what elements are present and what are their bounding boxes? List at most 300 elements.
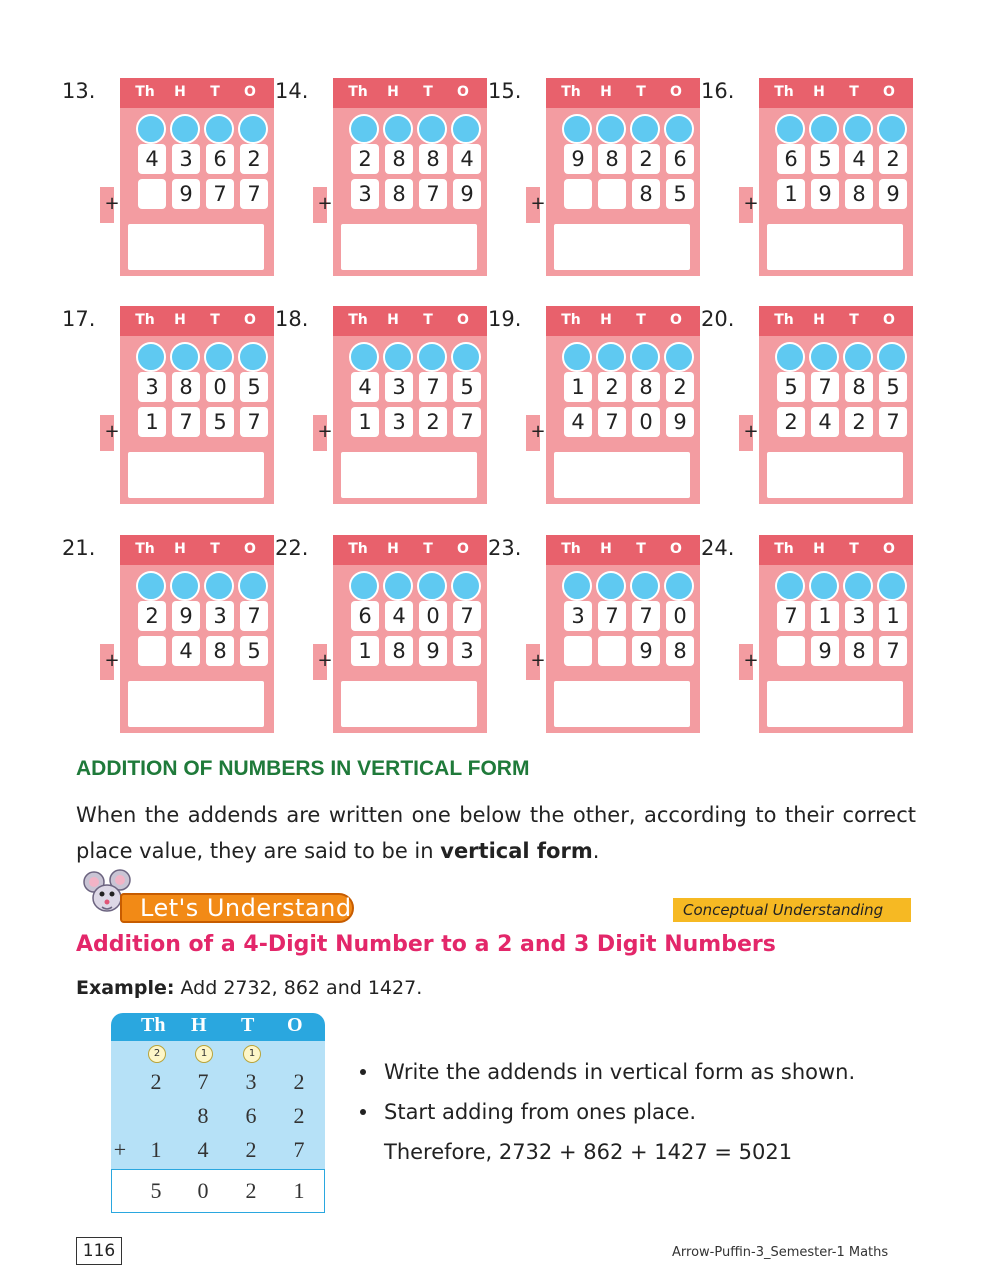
place-header-label: O <box>883 312 895 328</box>
addend2-digit: 7 <box>453 407 481 437</box>
addend2-digit: 5 <box>206 407 234 437</box>
carry-circle[interactable] <box>843 571 873 601</box>
place-header-label: O <box>457 84 469 100</box>
row1-digit: 2 <box>150 1069 162 1094</box>
problem-21 <box>62 535 274 735</box>
addition-card <box>743 78 913 276</box>
example-line <box>76 977 422 999</box>
place-header-label: O <box>244 312 256 328</box>
step-item: Start adding from ones place. <box>358 1092 855 1132</box>
addend2-digit: 9 <box>172 179 200 209</box>
place-header-label: T <box>636 541 646 557</box>
plus-sign: + <box>113 1137 127 1162</box>
addend2-digit: 8 <box>666 636 694 666</box>
carry-circle[interactable] <box>877 342 907 372</box>
definition-bold-term: vertical form <box>440 839 593 863</box>
addend1-digit: 8 <box>419 144 447 174</box>
problem-16 <box>701 78 913 278</box>
carry-circle[interactable] <box>204 342 234 372</box>
problem-13 <box>62 78 274 278</box>
place-header-label: Th <box>561 84 581 100</box>
carry-circle[interactable] <box>664 342 694 372</box>
place-header <box>120 306 274 336</box>
carry-circle[interactable] <box>136 342 166 372</box>
step-item: Write the addends in vertical form as shown. <box>358 1052 855 1092</box>
carry-circle[interactable] <box>451 342 481 372</box>
addend1-digit: 8 <box>632 372 660 402</box>
problem-number: 21. <box>62 536 96 560</box>
place-header-label: Th <box>135 84 155 100</box>
row3-digit: 1 <box>150 1137 162 1162</box>
carry-circle[interactable] <box>562 342 592 372</box>
addend1-digit: 1 <box>564 372 592 402</box>
row2-digit: 2 <box>293 1103 305 1128</box>
row1-digit: 2 <box>293 1069 305 1094</box>
carry-circle[interactable] <box>136 114 166 144</box>
carry-circle[interactable] <box>809 114 839 144</box>
addend1-digit: 7 <box>777 601 805 631</box>
addend2-digit: 3 <box>351 179 379 209</box>
definition-text: When the addends are written one below the other, according to their correct place value, they are said to be in <box>76 803 916 863</box>
place-header-label: H <box>813 541 825 557</box>
place-header-label: T <box>423 84 433 100</box>
carry-circle[interactable] <box>877 571 907 601</box>
addend2-digit: 7 <box>879 636 907 666</box>
addend2-digit: 9 <box>879 179 907 209</box>
problem-number: 16. <box>701 79 735 103</box>
addend1-digit: 7 <box>240 601 268 631</box>
addend2-digit: 4 <box>564 407 592 437</box>
addend1-digit: 3 <box>138 372 166 402</box>
addend1-digit: 8 <box>598 144 626 174</box>
lets-understand-banner <box>120 893 354 923</box>
carry-tens: 1 <box>243 1045 261 1063</box>
addend1-digit: 1 <box>811 601 839 631</box>
addition-card <box>530 78 700 276</box>
addend2-digit: 9 <box>453 179 481 209</box>
place-header-label: T <box>210 312 220 328</box>
carry-circle[interactable] <box>349 114 379 144</box>
addend2-digit: 7 <box>879 407 907 437</box>
therefore-line: Therefore, 2732 + 862 + 1427 = 5021 <box>384 1140 793 1164</box>
carry-circle[interactable] <box>843 342 873 372</box>
row3-digit: 4 <box>197 1137 209 1162</box>
addend2-digit: 2 <box>419 407 447 437</box>
row3-digit: 2 <box>245 1137 257 1162</box>
addend2-digit: 9 <box>666 407 694 437</box>
place-header-label: T <box>423 312 433 328</box>
row2-digit: 6 <box>245 1103 257 1128</box>
answer-box[interactable] <box>128 224 264 270</box>
addend1-digit: 7 <box>419 372 447 402</box>
problem-18 <box>275 306 487 506</box>
carry-circle[interactable] <box>596 342 626 372</box>
place-value-table <box>111 1013 325 1213</box>
place-header <box>333 78 487 108</box>
problem-19 <box>488 306 700 506</box>
place-header-label: Th <box>135 312 155 328</box>
addend2-digit: 7 <box>240 407 268 437</box>
place-header-label: O <box>670 541 682 557</box>
addend1-digit: 7 <box>632 601 660 631</box>
example-text: Add 2732, 862 and 1427. <box>174 977 423 999</box>
addend2-digit: 5 <box>666 179 694 209</box>
answer-digit: 0 <box>197 1178 209 1203</box>
addend1-digit: 7 <box>453 601 481 631</box>
problem-number: 24. <box>701 536 735 560</box>
addend2-digit: 8 <box>845 179 873 209</box>
problem-number: 23. <box>488 536 522 560</box>
addend1-digit: 3 <box>206 601 234 631</box>
section-heading: ADDITION OF NUMBERS IN VERTICAL FORM <box>76 757 530 780</box>
addition-card <box>743 306 913 504</box>
addend1-digit: 6 <box>666 144 694 174</box>
carry-circle[interactable] <box>383 342 413 372</box>
addend2-digit: 8 <box>385 636 413 666</box>
addend2-digit: 8 <box>206 636 234 666</box>
place-header-label: Th <box>774 541 794 557</box>
addend2-digit: 1 <box>777 179 805 209</box>
place-header-label: Th <box>561 312 581 328</box>
addend1-digit: 5 <box>240 372 268 402</box>
problem-number: 19. <box>488 307 522 331</box>
problem-20 <box>701 306 913 506</box>
answer-box[interactable] <box>767 452 903 498</box>
addend1-digit: 9 <box>172 601 200 631</box>
row1-digit: 3 <box>245 1069 257 1094</box>
place-header-label: O <box>244 541 256 557</box>
table-header-th: Th <box>141 1014 166 1036</box>
carry-circle[interactable] <box>877 114 907 144</box>
addend2-digit: 8 <box>632 179 660 209</box>
place-header-label: Th <box>774 312 794 328</box>
answer-box[interactable] <box>554 681 690 727</box>
place-header-label: H <box>813 312 825 328</box>
addend2-digit: 7 <box>206 179 234 209</box>
addend1-digit: 5 <box>453 372 481 402</box>
addend1-digit: 8 <box>845 372 873 402</box>
addend1-digit: 3 <box>845 601 873 631</box>
addend1-digit: 3 <box>172 144 200 174</box>
row1-digit: 7 <box>197 1069 209 1094</box>
addend1-digit: 5 <box>777 372 805 402</box>
problem-23 <box>488 535 700 735</box>
addend1-digit: 2 <box>632 144 660 174</box>
place-header-label: H <box>600 541 612 557</box>
addend2-digit: 7 <box>172 407 200 437</box>
row2-digit: 8 <box>197 1103 209 1128</box>
problem-17 <box>62 306 274 506</box>
addend1-digit: 2 <box>351 144 379 174</box>
addend1-digit: 8 <box>172 372 200 402</box>
carry-circle[interactable] <box>809 571 839 601</box>
place-header-label: Th <box>135 541 155 557</box>
place-header-label: Th <box>348 312 368 328</box>
plus-sign: + <box>530 650 546 671</box>
carry-circle[interactable] <box>562 114 592 144</box>
carry-circle[interactable] <box>136 571 166 601</box>
addend1-digit: 6 <box>777 144 805 174</box>
place-header <box>120 78 274 108</box>
addend1-digit: 2 <box>240 144 268 174</box>
addend1-digit: 5 <box>879 372 907 402</box>
addend2-digit <box>598 636 626 666</box>
place-header-label: T <box>849 541 859 557</box>
addend1-digit: 6 <box>206 144 234 174</box>
addend2-digit: 1 <box>351 636 379 666</box>
addend1-digit: 2 <box>598 372 626 402</box>
answer-digit: 2 <box>245 1178 257 1203</box>
answer-box[interactable] <box>341 452 477 498</box>
addend1-digit: 4 <box>138 144 166 174</box>
answer-box[interactable] <box>128 452 264 498</box>
addend1-digit: 2 <box>138 601 166 631</box>
place-header-label: H <box>600 84 612 100</box>
plus-sign: + <box>530 193 546 214</box>
place-header-label: T <box>849 312 859 328</box>
carry-circle[interactable] <box>383 571 413 601</box>
plus-sign: + <box>317 421 333 442</box>
plus-sign: + <box>743 650 759 671</box>
answer-box[interactable] <box>554 452 690 498</box>
tag-label: Conceptual Understanding <box>683 901 884 919</box>
addend2-digit: 9 <box>811 636 839 666</box>
answer-digit: 5 <box>150 1178 162 1203</box>
addend1-digit: 4 <box>453 144 481 174</box>
place-header-label: O <box>457 312 469 328</box>
place-header-label: T <box>636 84 646 100</box>
carry-circle[interactable] <box>238 571 268 601</box>
place-header-label: T <box>210 541 220 557</box>
place-header-label: H <box>387 312 399 328</box>
place-header-label: H <box>387 541 399 557</box>
carry-circle[interactable] <box>170 571 200 601</box>
place-header <box>759 78 913 108</box>
carry-circle[interactable] <box>562 571 592 601</box>
page-number: 116 <box>76 1237 122 1265</box>
place-header-label: O <box>670 84 682 100</box>
carry-hundreds: 1 <box>195 1045 213 1063</box>
lets-understand-label: Let's Understand <box>140 894 352 922</box>
addend1-digit: 8 <box>385 144 413 174</box>
row3-digit: 7 <box>293 1137 305 1162</box>
carry-circle[interactable] <box>630 114 660 144</box>
place-header-label: O <box>244 84 256 100</box>
place-header-label: H <box>174 84 186 100</box>
carry-circle[interactable] <box>843 114 873 144</box>
plus-sign: + <box>104 421 120 442</box>
table-header <box>111 1013 325 1041</box>
table-header-h: H <box>191 1014 207 1036</box>
addend1-digit: 4 <box>845 144 873 174</box>
addend1-digit: 4 <box>351 372 379 402</box>
addition-card <box>743 535 913 733</box>
steps-list <box>358 1052 855 1172</box>
plus-sign: + <box>317 650 333 671</box>
carry-circle[interactable] <box>204 114 234 144</box>
addend2-digit <box>777 636 805 666</box>
footer-text: Arrow-Puffin-3_Semester-1 Maths <box>672 1245 889 1260</box>
addition-card <box>317 306 487 504</box>
place-header <box>759 306 913 336</box>
addition-card <box>104 535 274 733</box>
addend2-digit: 8 <box>385 179 413 209</box>
addend2-digit: 4 <box>811 407 839 437</box>
plus-sign: + <box>743 421 759 442</box>
carry-circle[interactable] <box>238 114 268 144</box>
problem-24 <box>701 535 913 735</box>
plus-sign: + <box>743 193 759 214</box>
carry-circle[interactable] <box>349 571 379 601</box>
place-header-label: T <box>423 541 433 557</box>
plus-sign: + <box>317 193 333 214</box>
addition-card <box>104 78 274 276</box>
addend2-digit: 2 <box>845 407 873 437</box>
carry-circle[interactable] <box>417 114 447 144</box>
plus-sign: + <box>530 421 546 442</box>
addend2-digit: 3 <box>453 636 481 666</box>
addend2-digit: 4 <box>172 636 200 666</box>
addend1-digit: 7 <box>598 601 626 631</box>
carry-circle[interactable] <box>170 342 200 372</box>
answer-box[interactable] <box>767 681 903 727</box>
problem-15 <box>488 78 700 278</box>
carry-circle[interactable] <box>630 571 660 601</box>
place-header-label: Th <box>348 541 368 557</box>
addend1-digit: 5 <box>811 144 839 174</box>
plus-sign: + <box>104 193 120 214</box>
plus-sign: + <box>104 650 120 671</box>
carry-circle[interactable] <box>204 571 234 601</box>
problem-number: 13. <box>62 79 96 103</box>
carry-circle[interactable] <box>809 342 839 372</box>
addend2-digit: 7 <box>240 179 268 209</box>
addend2-digit <box>564 179 592 209</box>
place-header-label: T <box>636 312 646 328</box>
addend1-digit: 0 <box>666 601 694 631</box>
addend2-digit <box>564 636 592 666</box>
addend2-digit <box>138 179 166 209</box>
carry-circle[interactable] <box>349 342 379 372</box>
addend2-digit <box>598 179 626 209</box>
addend1-digit: 0 <box>206 372 234 402</box>
addend1-digit: 1 <box>879 601 907 631</box>
carry-circle[interactable] <box>775 114 805 144</box>
addend2-digit: 1 <box>138 407 166 437</box>
problem-number: 18. <box>275 307 309 331</box>
addend2-digit <box>138 636 166 666</box>
subheading: Addition of a 4-Digit Number to a 2 and 3 Digit Numbers <box>76 932 776 957</box>
definition-end: . <box>592 839 600 863</box>
problem-number: 17. <box>62 307 96 331</box>
carry-circle[interactable] <box>596 571 626 601</box>
addition-card <box>530 306 700 504</box>
addend1-digit: 9 <box>564 144 592 174</box>
carry-circle[interactable] <box>238 342 268 372</box>
problem-22 <box>275 535 487 735</box>
answer-digit: 1 <box>293 1178 305 1203</box>
carry-circle[interactable] <box>417 342 447 372</box>
addend2-digit: 2 <box>777 407 805 437</box>
place-header-label: H <box>813 84 825 100</box>
carry-circle[interactable] <box>775 571 805 601</box>
answer-box[interactable] <box>767 224 903 270</box>
addend1-digit: 6 <box>351 601 379 631</box>
addend2-digit: 7 <box>419 179 447 209</box>
addition-card <box>317 78 487 276</box>
place-header-label: T <box>849 84 859 100</box>
place-header-label: Th <box>348 84 368 100</box>
answer-box[interactable] <box>554 224 690 270</box>
place-header-label: O <box>457 541 469 557</box>
place-header-label: H <box>174 312 186 328</box>
carry-circle[interactable] <box>664 114 694 144</box>
addend2-digit: 9 <box>632 636 660 666</box>
carry-circle[interactable] <box>630 342 660 372</box>
place-header <box>333 535 487 565</box>
carry-circle[interactable] <box>451 114 481 144</box>
problem-number: 22. <box>275 536 309 560</box>
carry-circle[interactable] <box>664 571 694 601</box>
place-header <box>546 306 700 336</box>
place-header-label: H <box>174 541 186 557</box>
addition-card <box>317 535 487 733</box>
addend2-digit: 3 <box>385 407 413 437</box>
addend1-digit: 4 <box>385 601 413 631</box>
addend1-digit: 0 <box>419 601 447 631</box>
addend1-digit: 2 <box>879 144 907 174</box>
problem-number: 14. <box>275 79 309 103</box>
place-header <box>759 535 913 565</box>
carry-circle[interactable] <box>417 571 447 601</box>
addend1-digit: 7 <box>811 372 839 402</box>
place-header-label: O <box>670 312 682 328</box>
place-header <box>333 306 487 336</box>
place-header-label: H <box>600 312 612 328</box>
addend2-digit: 8 <box>845 636 873 666</box>
addend1-digit: 2 <box>666 372 694 402</box>
carry-circle[interactable] <box>775 342 805 372</box>
answer-box[interactable] <box>341 224 477 270</box>
place-header-label: O <box>883 541 895 557</box>
place-header <box>120 535 274 565</box>
conceptual-understanding-tag <box>673 898 911 922</box>
carry-circle[interactable] <box>170 114 200 144</box>
problem-14 <box>275 78 487 278</box>
place-header-label: T <box>210 84 220 100</box>
table-header-t: T <box>241 1014 255 1036</box>
carry-circle[interactable] <box>596 114 626 144</box>
addition-card <box>104 306 274 504</box>
addend1-digit: 3 <box>385 372 413 402</box>
answer-box[interactable] <box>341 681 477 727</box>
problem-number: 15. <box>488 79 522 103</box>
carry-circle[interactable] <box>451 571 481 601</box>
example-label: Example: <box>76 977 175 999</box>
place-header-label: Th <box>561 541 581 557</box>
definition-paragraph <box>76 797 916 869</box>
place-header <box>546 535 700 565</box>
table-header-o: O <box>287 1014 303 1036</box>
carry-thousands: 2 <box>148 1045 166 1063</box>
problem-number: 20. <box>701 307 735 331</box>
answer-box[interactable] <box>128 681 264 727</box>
place-header-label: O <box>883 84 895 100</box>
addend2-digit: 5 <box>240 636 268 666</box>
carry-circle[interactable] <box>383 114 413 144</box>
addend2-digit: 9 <box>419 636 447 666</box>
addition-card <box>530 535 700 733</box>
